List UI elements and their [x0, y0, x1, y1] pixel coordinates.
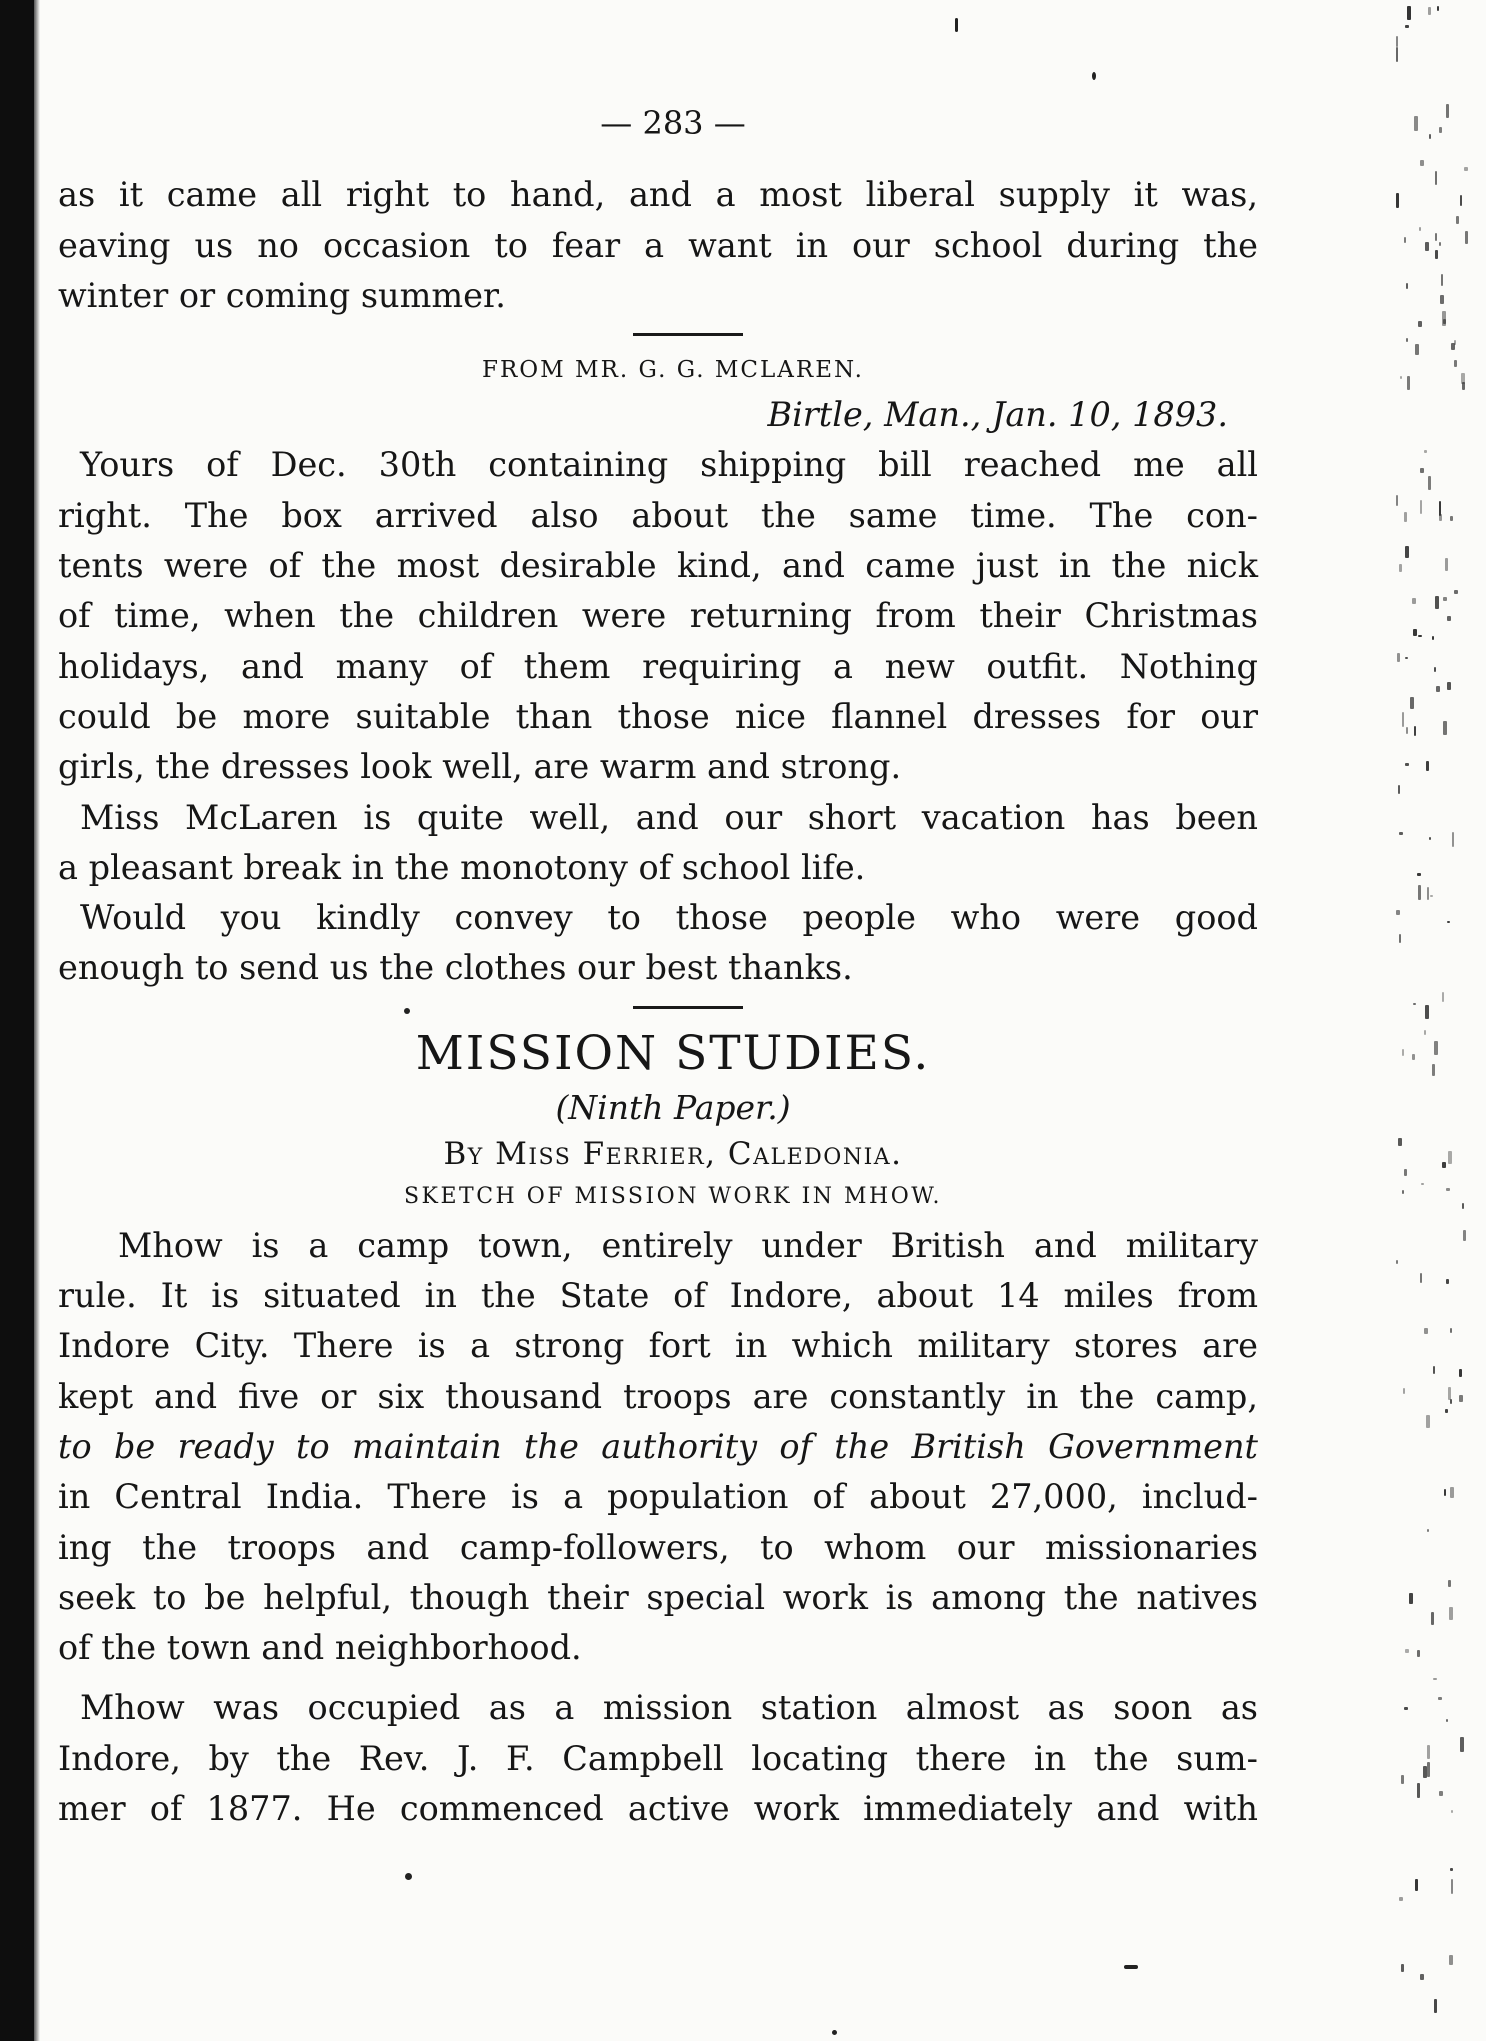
scan-speck [404, 1008, 410, 1014]
scan-speck [1428, 476, 1431, 490]
scan-speck [1404, 512, 1407, 522]
scan-speck [832, 2030, 837, 2035]
text-line: winter or coming summer. [58, 275, 506, 315]
section-divider [633, 1006, 743, 1009]
scan-speck [1426, 1415, 1430, 1428]
scan-speck [1418, 321, 1422, 327]
text-line: mer of 1877. He commenced active work immediately and with [58, 1789, 1258, 1829]
scan-speck [1438, 1697, 1442, 1700]
scan-speck [1435, 171, 1437, 185]
article-subtitle: (Ninth Paper.) [555, 1087, 791, 1127]
scan-speck [1425, 242, 1429, 251]
scan-speck [1460, 195, 1462, 206]
scan-speck [1451, 1810, 1453, 1813]
scan-speck [1402, 712, 1404, 727]
text-line: kept and five or six thousand troops are constantly in the camp, [58, 1376, 1258, 1416]
letter-paragraph-2 [58, 793, 1258, 894]
scan-speck [1413, 629, 1417, 636]
scan-speck [1444, 1489, 1446, 1496]
text-line: seek to be helpful, though their special work is among the natives [58, 1577, 1258, 1617]
scan-speck [1396, 193, 1399, 208]
scan-speck [1439, 1791, 1443, 1796]
scan-speck [1401, 1775, 1404, 1784]
scan-speck [1446, 104, 1449, 118]
scan-speck [1456, 216, 1459, 224]
text-line: of time, when the children were returning from their Christmas [58, 596, 1258, 636]
text-line: Indore City. There is a strong fort in which military stores are [58, 1326, 1258, 1366]
scan-speck [1406, 338, 1408, 342]
scan-speck [1433, 1678, 1437, 1680]
text-line: could be more suitable than those nice flannel dresses for our [58, 696, 1258, 736]
text-line: Indore, by the Rev. J. F. Campbell locating there in the sum- [58, 1738, 1258, 1778]
scan-speck [1443, 597, 1447, 601]
scan-speck [1433, 1366, 1435, 1374]
scan-speck [1415, 1879, 1418, 1891]
scan-speck [1434, 1041, 1438, 1055]
scan-speck [1407, 376, 1410, 390]
scan-speck [1447, 682, 1451, 690]
text-line: to be ready to maintain the authority of the British Government [58, 1426, 1258, 1466]
scan-speck [1396, 495, 1398, 506]
scan-speck [1420, 160, 1424, 166]
scan-speck [1462, 1203, 1464, 1209]
scan-speck [1405, 657, 1408, 659]
letter-paragraph-1 [58, 440, 1258, 792]
text-line: right. The box arrived also about the same time. The con- [58, 495, 1258, 535]
text-line: tents were of the most desirable kind, and came just in the nick [58, 546, 1258, 586]
scan-speck [1427, 887, 1429, 900]
scan-speck [1417, 1650, 1420, 1657]
scan-speck [1399, 934, 1401, 943]
scan-speck [1454, 590, 1458, 594]
article-title: MISSION STUDIES. [415, 1025, 931, 1081]
scan-speck [1435, 233, 1437, 241]
scan-speck [1463, 1230, 1466, 1241]
text-line: eaving us no occasion to fear a want in our school during the [58, 225, 1258, 265]
scan-speck [1421, 1183, 1424, 1185]
text-line: ing the troops and camp-followers, to whom our missionaries [58, 1527, 1258, 1567]
scan-speck [1412, 1054, 1415, 1060]
letter-paragraph-3 [58, 893, 1258, 994]
scan-speck [1092, 72, 1096, 80]
scan-speck [1432, 636, 1434, 640]
scan-speck [1439, 127, 1442, 133]
text-line: Mhow was occupied as a mission station almost as soon as [80, 1688, 1258, 1728]
scan-speck [1436, 686, 1440, 692]
scan-speck [1425, 1005, 1429, 1019]
text-line: as it came all right to hand, and a most liberal supply it was, [58, 175, 1258, 215]
scan-speck [1398, 785, 1400, 794]
scan-speck [1420, 1273, 1422, 1283]
text-line: Yours of Dec. 30th containing shipping bill reached me all [80, 445, 1258, 485]
scan-speck [1426, 761, 1429, 771]
scan-speck [1398, 1138, 1402, 1146]
article-paragraph-2 [58, 1683, 1258, 1834]
scan-speck [1405, 25, 1409, 28]
scan-speck [1402, 1190, 1404, 1194]
article-paragraph-1 [58, 1221, 1258, 1674]
scan-speck [1420, 1974, 1424, 1980]
scan-speck [1429, 837, 1431, 840]
scan-speck [1428, 7, 1431, 15]
opening-paragraph [58, 170, 1258, 321]
scan-speck [1404, 1707, 1408, 1710]
scan-speck [1460, 1737, 1464, 1752]
scan-speck [955, 18, 958, 32]
scan-speck [1419, 227, 1421, 231]
scan-speck [1427, 1529, 1429, 1532]
scan-speck [1418, 635, 1422, 637]
scan-speck [1424, 450, 1427, 453]
scan-speck [1420, 500, 1422, 514]
scan-speck [1443, 721, 1447, 735]
scan-speck [1429, 134, 1431, 139]
scan-speck [1445, 1409, 1448, 1413]
scan-speck [1396, 1260, 1398, 1264]
scan-speck [1450, 1487, 1454, 1498]
scan-speck [1397, 653, 1400, 662]
scan-speck [1430, 895, 1433, 897]
scan-speck [1396, 47, 1398, 62]
scan-speck [1418, 885, 1421, 900]
scan-speck [1441, 274, 1443, 286]
scan-speck [1437, 6, 1439, 11]
document-page [58, 98, 1258, 1834]
scan-speck [1431, 1612, 1434, 1625]
scan-speck [1464, 167, 1468, 171]
scan-speck [1446, 1279, 1449, 1284]
scan-speck [1405, 1649, 1409, 1653]
scan-noise-margin [1396, 0, 1486, 2041]
scan-speck [1424, 1328, 1428, 1334]
scan-speck [1439, 242, 1441, 246]
article-byline: By Miss Ferrier, Caledonia. [443, 1135, 903, 1172]
scan-speck [1415, 344, 1419, 355]
scan-speck [1396, 910, 1400, 915]
scan-speck [1442, 311, 1446, 326]
scan-speck [1400, 376, 1402, 379]
scan-speck [1407, 6, 1411, 20]
text-line: in Central India. There is a population of about 27,000, includ- [58, 1477, 1258, 1517]
scan-speck [1427, 1745, 1430, 1759]
scan-speck [1404, 1169, 1407, 1176]
scan-speck [1409, 1593, 1413, 1604]
scan-speck [1448, 1151, 1452, 1164]
text-line: rule. It is situated in the State of Indore, about 14 miles from [58, 1276, 1258, 1316]
scan-speck [1432, 1064, 1435, 1076]
scan-speck [1459, 1369, 1462, 1377]
section-heading: SKETCH OF MISSION WORK IN MHOW. [403, 1183, 943, 1209]
scan-speck [1420, 468, 1424, 473]
scan-speck [1412, 598, 1416, 604]
scan-speck [1451, 343, 1455, 350]
scan-speck [1459, 1395, 1463, 1402]
scan-speck [1448, 1387, 1451, 1400]
scan-speck [1451, 1879, 1453, 1894]
scan-speck [1399, 1897, 1403, 1901]
scan-speck [1440, 295, 1444, 304]
scan-speck [1405, 546, 1409, 558]
scan-speck [1410, 697, 1414, 709]
scan-speck [1417, 1783, 1420, 1798]
section-divider [633, 333, 743, 336]
scan-speck [1414, 726, 1416, 736]
scan-speck [1414, 116, 1418, 131]
scan-speck [1439, 514, 1442, 521]
scan-speck [1449, 1607, 1453, 1620]
scan-speck [1447, 921, 1450, 923]
scan-speck [1413, 1003, 1416, 1005]
spine-gradient [34, 0, 40, 2041]
scan-speck [1405, 763, 1409, 766]
scan-speck [1404, 237, 1406, 243]
scan-speck [1465, 231, 1468, 244]
scan-speck [1445, 558, 1448, 571]
text-line: Miss McLaren is quite well, and our short vacation has been [80, 797, 1258, 837]
letter-heading: FROM MR. G. G. MCLAREN. [482, 357, 864, 384]
scan-speck [1424, 1030, 1426, 1035]
scan-speck [1454, 360, 1457, 367]
text-line: holidays, and many of them requiring a new outfit. Nothing [58, 646, 1258, 686]
scan-speck [1449, 1955, 1453, 1965]
scan-speck [1406, 283, 1408, 289]
scan-speck [1427, 1762, 1430, 1777]
book-spine-shadow [0, 0, 34, 2041]
scan-speck [1446, 1719, 1448, 1722]
scan-speck [1435, 250, 1438, 259]
scan-speck [1448, 1580, 1451, 1587]
scan-speck [1401, 1964, 1404, 1972]
scan-speck [1435, 596, 1439, 609]
scan-speck [1434, 1999, 1437, 2013]
scan-speck [1450, 516, 1453, 521]
scan-speck [1423, 1766, 1427, 1778]
scan-speck [1446, 1188, 1450, 1191]
text-line: Mhow is a camp town, entirely under British and military [118, 1225, 1258, 1265]
scan-speck [1396, 36, 1398, 47]
scan-speck [1434, 667, 1436, 672]
text-line: enough to send us the clothes our best thanks. [58, 948, 853, 988]
scan-speck [1442, 992, 1444, 1002]
scan-speck [1450, 1868, 1453, 1871]
scan-speck [1461, 373, 1465, 384]
scan-speck [1450, 1328, 1452, 1333]
text-line: a pleasant break in the monotony of school life. [58, 847, 866, 887]
text-line: of the town and neighborhood. [58, 1628, 582, 1668]
scan-speck [1399, 832, 1403, 835]
scan-speck [1403, 1388, 1405, 1394]
scan-speck [1406, 727, 1408, 734]
scan-speck [1399, 564, 1402, 572]
scan-speck [1442, 1162, 1446, 1168]
text-line: girls, the dresses look well, are warm and strong. [58, 747, 902, 787]
page-number: — 283 — [600, 104, 746, 142]
scan-speck [1124, 1965, 1138, 1969]
letter-dateline: Birtle, Man., Jan. 10, 1893. [767, 395, 1228, 435]
scan-speck [1447, 616, 1451, 621]
scan-speck [405, 1873, 412, 1880]
scan-speck [1402, 1049, 1404, 1056]
scan-speck [1452, 832, 1454, 847]
scan-speck [1417, 873, 1421, 876]
text-line: Would you kindly convey to those people who were good [80, 898, 1258, 938]
